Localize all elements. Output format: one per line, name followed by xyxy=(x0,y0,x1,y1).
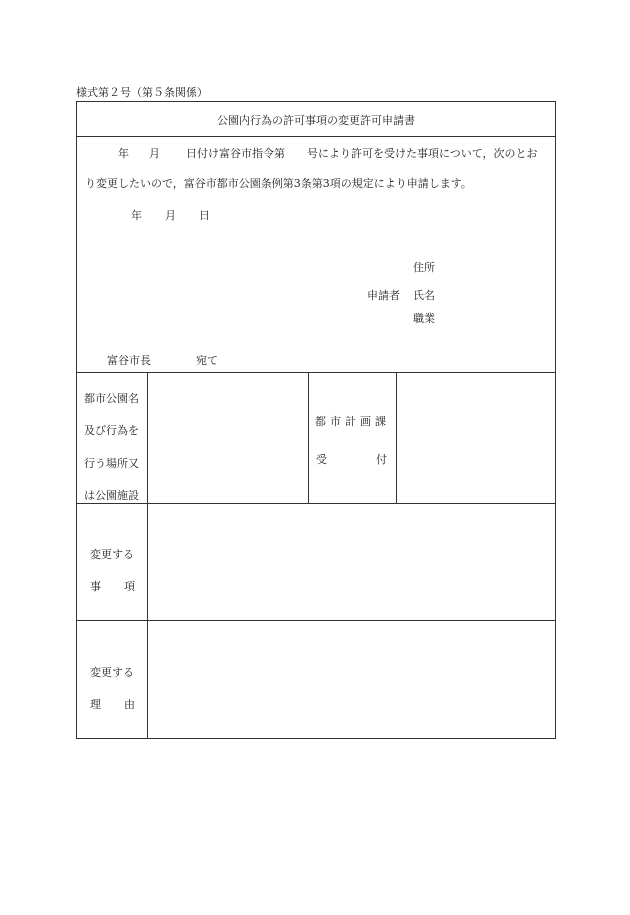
line1-year: 年 xyxy=(118,147,129,160)
items-label-line1: 変更する xyxy=(90,548,134,561)
park-divider xyxy=(76,503,556,504)
body-divider xyxy=(76,372,556,373)
line1-text: 日付け富谷市指令第 号により許可を受けた事項について，次のとお xyxy=(186,147,538,160)
reception-label-1: 受 xyxy=(316,453,327,466)
park-label-line: 行う場所又 xyxy=(84,457,139,470)
applicant-label: 申請者 xyxy=(367,289,400,302)
reason-label-char1: 理 xyxy=(90,698,101,711)
line1-month: 月 xyxy=(149,147,160,160)
reason-label-line1: 変更する xyxy=(90,666,134,679)
dept-label: 都市計画課 xyxy=(315,415,390,428)
items-divider xyxy=(76,620,556,621)
park-label-line: 及び行為を xyxy=(84,424,139,437)
form-number: 様式第２号（第５条関係） xyxy=(76,86,208,99)
recipient-suffix: 宛て xyxy=(196,354,218,367)
line2-text: り変更したいので，富谷市都市公園条例第3条第3項の規定により申請します。 xyxy=(85,177,472,190)
reason-label-char2: 由 xyxy=(124,698,135,711)
label-column-divider xyxy=(147,372,148,739)
date-year: 年 xyxy=(131,209,142,222)
form-title: 公園内行為の許可事項の変更許可申請書 xyxy=(217,114,415,127)
date-month: 月 xyxy=(165,209,176,222)
park-label-line: 都市公園名 xyxy=(84,392,139,405)
items-label-char2: 項 xyxy=(124,580,135,593)
address-label: 住所 xyxy=(413,261,435,274)
dept-column-left-divider xyxy=(308,372,309,503)
name-label: 氏名 xyxy=(413,289,435,302)
recipient: 富谷市長 xyxy=(107,354,151,367)
park-label-line: は公園施設 xyxy=(84,489,139,502)
date-day: 日 xyxy=(199,209,210,222)
occupation-label: 職業 xyxy=(413,312,435,325)
reception-label-2: 付 xyxy=(376,453,387,466)
title-divider xyxy=(76,136,556,137)
dept-column-right-divider xyxy=(396,372,397,503)
items-label-char1: 事 xyxy=(90,580,101,593)
